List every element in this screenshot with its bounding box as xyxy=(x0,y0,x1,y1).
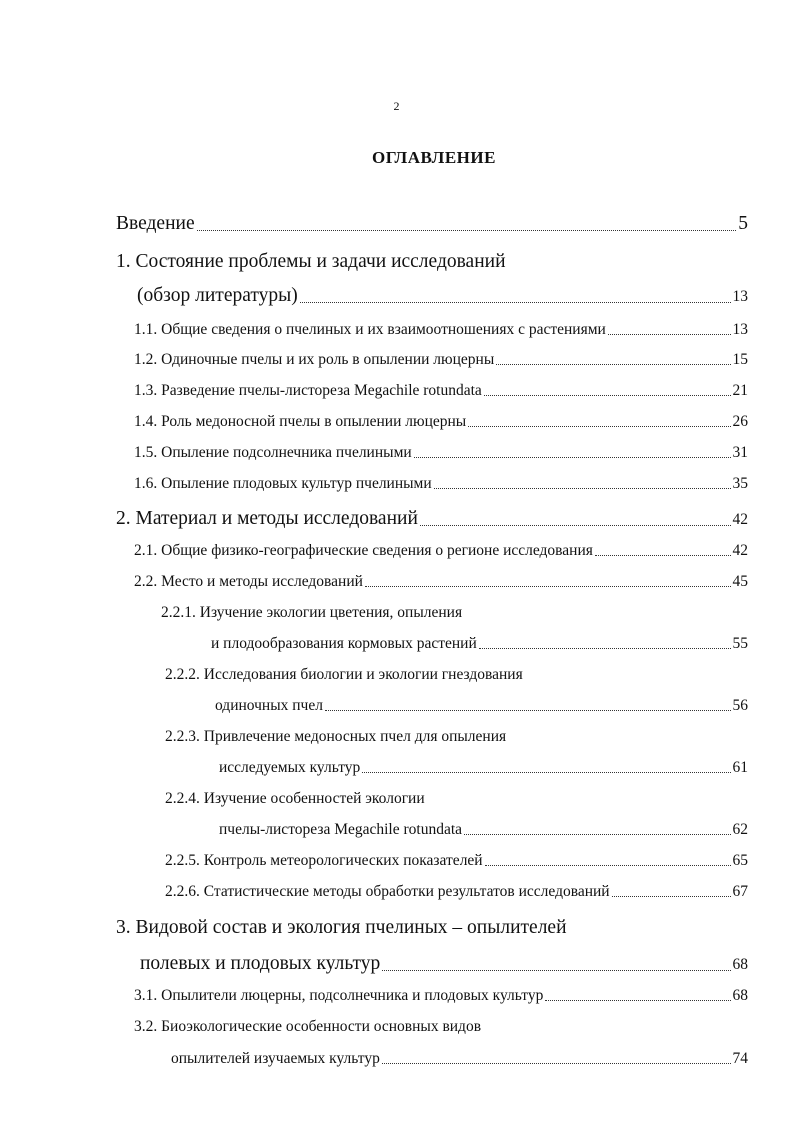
leader-dots xyxy=(608,334,731,335)
leader-dots xyxy=(197,230,737,231)
toc-entry-page: 45 xyxy=(732,573,748,590)
leader-dots xyxy=(595,555,731,556)
toc-entry-text: пчелы-листореза Megachile rotundata xyxy=(219,821,463,838)
toc-entry-page: 42 xyxy=(732,542,748,559)
leader-dots xyxy=(484,395,731,396)
toc-entry-page: 61 xyxy=(732,759,748,776)
toc-entry-page: 5 xyxy=(738,213,748,234)
leader-dots xyxy=(300,302,731,303)
toc-entry-2-1[interactable] xyxy=(134,542,748,560)
leader-dots xyxy=(382,970,730,971)
toc-chapter-1-title[interactable]: 1. Состояние проблемы и задачи исследований xyxy=(116,251,506,272)
toc-entry-page: 65 xyxy=(732,852,748,869)
leader-dots xyxy=(365,586,731,587)
toc-entry-text: 1.1. Общие сведения о пчелиных и их взаимоотношениях с растениями xyxy=(134,321,606,338)
toc-entry-1-6[interactable] xyxy=(134,475,748,493)
toc-entry-text: опылителей изучаемых культур xyxy=(171,1050,380,1067)
toc-entry-page: 68 xyxy=(732,987,748,1004)
toc-entry-2-2-3[interactable] xyxy=(219,759,748,777)
leader-dots xyxy=(485,865,731,866)
toc-entry-2-2-6[interactable] xyxy=(165,883,748,901)
toc-entry-text: одиночных пчел xyxy=(215,697,323,714)
toc-entry-2-2-3-title[interactable]: 2.2.3. Привлечение медоносных пчел для опыления xyxy=(165,728,507,745)
toc-entry-1-3[interactable] xyxy=(134,382,748,400)
leader-dots xyxy=(362,772,730,773)
toc-entry-page: 67 xyxy=(732,883,748,900)
toc-entry-page: 56 xyxy=(732,697,748,714)
toc-entry-text: 1.4. Роль медоносной пчелы в опылении люцерны xyxy=(134,413,467,430)
toc-entry-text: полевых и плодовых культур xyxy=(140,953,381,974)
toc-entry-2-2-2-title[interactable]: 2.2.2. Исследования биологии и экологии гнездования xyxy=(165,666,523,683)
toc-entry-3-2[interactable] xyxy=(171,1050,748,1068)
toc-entry-1-4[interactable] xyxy=(134,413,748,431)
leader-dots xyxy=(414,457,731,458)
toc-entry-text: исследуемых культур xyxy=(219,759,361,776)
toc-entry-text: Введение xyxy=(116,213,195,234)
leader-dots xyxy=(325,710,731,711)
toc-entry-text: 1.6. Опыление плодовых культур пчелиными xyxy=(134,475,432,492)
toc-entry-page: 13 xyxy=(732,321,748,338)
leader-dots xyxy=(420,525,731,526)
toc-entry-chapter-2[interactable] xyxy=(116,508,748,530)
leader-dots xyxy=(545,1000,730,1001)
toc-entry-3-1[interactable] xyxy=(134,987,748,1005)
toc-entry-text: 2.2.5. Контроль метеорологических показателей xyxy=(165,852,483,869)
toc-entry-page: 21 xyxy=(732,382,748,399)
leader-dots xyxy=(434,488,731,489)
toc-entry-text: и плодообразования кормовых растений xyxy=(211,635,477,652)
toc-entry-1-2[interactable] xyxy=(134,351,748,369)
toc-entry-page: 35 xyxy=(732,475,748,492)
toc-entry-2-2-4[interactable] xyxy=(219,821,748,839)
toc-entry-page: 26 xyxy=(732,413,748,430)
toc-entry-page: 13 xyxy=(732,288,748,305)
toc-entry-1-5[interactable] xyxy=(134,444,748,462)
toc-entry-page: 15 xyxy=(732,351,748,368)
toc-entry-page: 68 xyxy=(732,956,748,973)
leader-dots xyxy=(479,648,731,649)
toc-entry-2-2-1[interactable] xyxy=(211,635,748,653)
toc-entry-text: 1.2. Одиночные пчелы и их роль в опылении люцерны xyxy=(134,351,495,368)
leader-dots xyxy=(612,896,731,897)
toc-entry-2-2[interactable] xyxy=(134,573,748,591)
toc-entry-page: 74 xyxy=(732,1050,748,1067)
toc-entry-2-2-2[interactable] xyxy=(215,697,748,715)
leader-dots xyxy=(382,1063,731,1064)
toc-entry-page: 42 xyxy=(732,511,748,528)
leader-dots xyxy=(464,834,730,835)
toc-entry-page: 55 xyxy=(732,635,748,652)
toc-entry-text: 2. Материал и методы исследований xyxy=(116,508,418,529)
toc-entry-1-1[interactable] xyxy=(134,321,748,339)
toc-entry-3-2-title[interactable]: 3.2. Биоэкологические особенности основных видов xyxy=(134,1018,482,1035)
toc-entry-intro[interactable] xyxy=(116,213,748,235)
toc-entry-chapter-3[interactable] xyxy=(140,953,748,975)
leader-dots xyxy=(496,364,730,365)
toc-entry-text: 2.2.6. Статистические методы обработки результатов исследований xyxy=(165,883,610,900)
toc-entry-2-2-1-title[interactable]: 2.2.1. Изучение экологии цветения, опыления xyxy=(161,604,463,621)
toc-entry-text: 3.1. Опылители люцерны, подсолнечника и плодовых культур xyxy=(134,987,544,1004)
toc-entry-page: 62 xyxy=(732,821,748,838)
page-number: 2 xyxy=(393,99,400,113)
toc-entry-text: 1.5. Опыление подсолнечника пчелиными xyxy=(134,444,412,461)
toc-entry-text: 2.2. Место и методы исследований xyxy=(134,573,363,590)
toc-entry-2-2-5[interactable] xyxy=(165,852,748,870)
page-title: ОГЛАВЛЕНИЕ xyxy=(372,148,496,167)
toc-chapter-3-title[interactable]: 3. Видовой состав и экология пчелиных – опылителей xyxy=(116,917,567,938)
toc-entry-2-2-4-title[interactable]: 2.2.4. Изучение особенностей экологии xyxy=(165,790,425,807)
toc-entry-chapter-1[interactable] xyxy=(137,285,748,307)
toc-entry-text: (обзор литературы) xyxy=(137,285,298,306)
toc-entry-text: 2.1. Общие физико-географические сведения о регионе исследования xyxy=(134,542,593,559)
toc-entry-page: 31 xyxy=(732,444,748,461)
leader-dots xyxy=(468,426,730,427)
toc-entry-text: 1.3. Разведение пчелы-листореза Megachile rotundata xyxy=(134,382,482,399)
